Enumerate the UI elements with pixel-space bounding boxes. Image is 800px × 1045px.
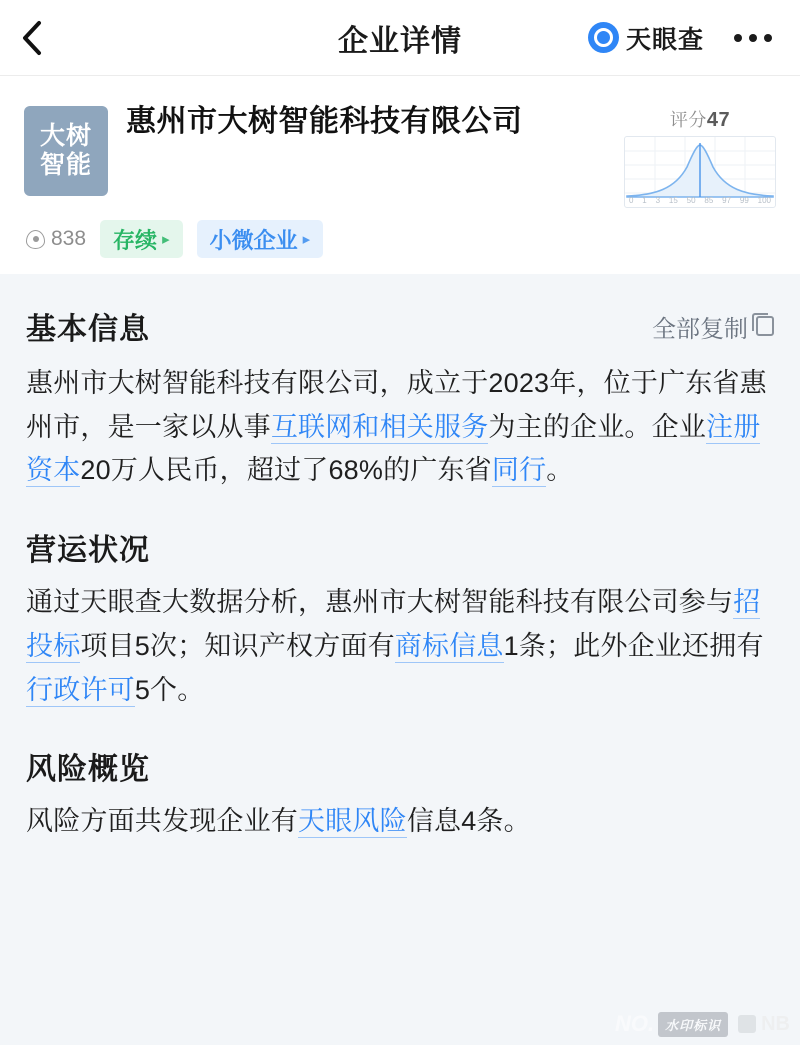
tick: 100	[757, 196, 771, 205]
copy-icon	[756, 316, 774, 336]
inline-link[interactable]: 天眼风险	[298, 806, 407, 837]
tianyancha-logo-icon	[588, 22, 619, 53]
risk-overview-paragraph	[26, 800, 774, 844]
chevron-left-icon	[19, 18, 45, 58]
status-badge-small-micro[interactable]	[197, 220, 324, 258]
score-label-text: 评分	[669, 110, 707, 130]
text-run: 惠州市大树智能科技有限公司，成立于2023年，位于广东省惠州市，是一家以从事	[26, 368, 767, 442]
app-header	[0, 0, 800, 76]
status-badge-label: 存续	[113, 227, 158, 253]
text-run: 为主的企业。企业	[488, 411, 707, 442]
page-title: 企业详情	[338, 24, 462, 58]
watermark-square-icon	[738, 1015, 756, 1033]
chevron-right-icon: ▸	[302, 231, 311, 248]
inline-link[interactable]: 商标信息	[394, 630, 504, 661]
score-value: 47	[706, 109, 731, 131]
company-header	[0, 76, 800, 204]
watermark-left	[615, 1011, 728, 1037]
inline-link[interactable]: 招投标	[26, 587, 761, 661]
score-card[interactable]	[624, 106, 776, 208]
watermark-box-text: 水印标识	[658, 1012, 728, 1037]
tick: 0	[629, 196, 634, 205]
basic-info-header	[26, 304, 774, 348]
inline-link[interactable]: 互联网和相关服务	[270, 411, 489, 442]
view-count-value: 838	[51, 227, 87, 250]
text-run: 项目5次；知识产权方面有	[80, 630, 395, 661]
brand-name: 天眼查	[625, 25, 704, 54]
score-label	[624, 106, 776, 132]
basic-info-paragraph	[26, 362, 774, 493]
operation-status-title: 营运状况	[26, 534, 150, 568]
tick: 97	[722, 196, 732, 205]
watermark-left-text: NO.	[614, 1011, 655, 1036]
inline-link[interactable]: 同行	[491, 455, 547, 486]
text-run: 20万人民币，超过了68%的广东省	[80, 455, 492, 486]
watermark-right	[738, 1013, 790, 1036]
tick: 99	[739, 196, 749, 205]
company-name: 惠州市大树智能科技有限公司	[126, 105, 523, 138]
status-badge-existing[interactable]	[100, 220, 183, 258]
watermark-right-text: NB	[761, 1012, 790, 1035]
tick: 50	[686, 196, 696, 205]
tick: 85	[704, 196, 714, 205]
chevron-right-icon: ▸	[162, 231, 170, 248]
copy-all-button[interactable]	[652, 309, 774, 344]
text-run: 风险方面共发现企业有	[26, 806, 298, 837]
company-logo	[24, 106, 108, 196]
text-run: 5个。	[134, 674, 205, 705]
operation-status-paragraph	[26, 581, 774, 712]
tick: 1	[642, 196, 647, 205]
inline-link[interactable]: 行政许可	[26, 674, 135, 705]
tick: 15	[668, 196, 678, 205]
watermark	[615, 1011, 790, 1037]
eye-icon	[26, 230, 45, 249]
company-logo-line2: 智能	[39, 151, 92, 179]
brand-logo-group[interactable]	[588, 20, 704, 56]
score-distribution-chart	[624, 136, 776, 208]
risk-overview-title: 风险概览	[26, 753, 150, 787]
status-badge-label: 小微企业	[209, 227, 298, 253]
tick: 3	[655, 196, 661, 205]
text-run: 1条；此外企业还拥有	[503, 630, 764, 661]
back-button[interactable]	[0, 8, 64, 68]
inline-link[interactable]: 注册资本	[26, 411, 761, 486]
score-axis-ticks	[625, 196, 775, 205]
more-dots-icon[interactable]	[734, 34, 772, 42]
company-meta-row	[0, 220, 800, 258]
detail-card	[0, 274, 800, 1045]
copy-all-label: 全部复制	[652, 315, 748, 343]
text-run: 。	[546, 455, 574, 486]
basic-info-title: 基本信息	[26, 313, 150, 346]
text-run: 通过天眼查大数据分析，惠州市大树智能科技有限公司参与	[26, 587, 734, 618]
text-run: 信息4条。	[406, 806, 531, 837]
company-logo-line1: 大树	[39, 121, 92, 150]
view-count	[26, 227, 86, 251]
